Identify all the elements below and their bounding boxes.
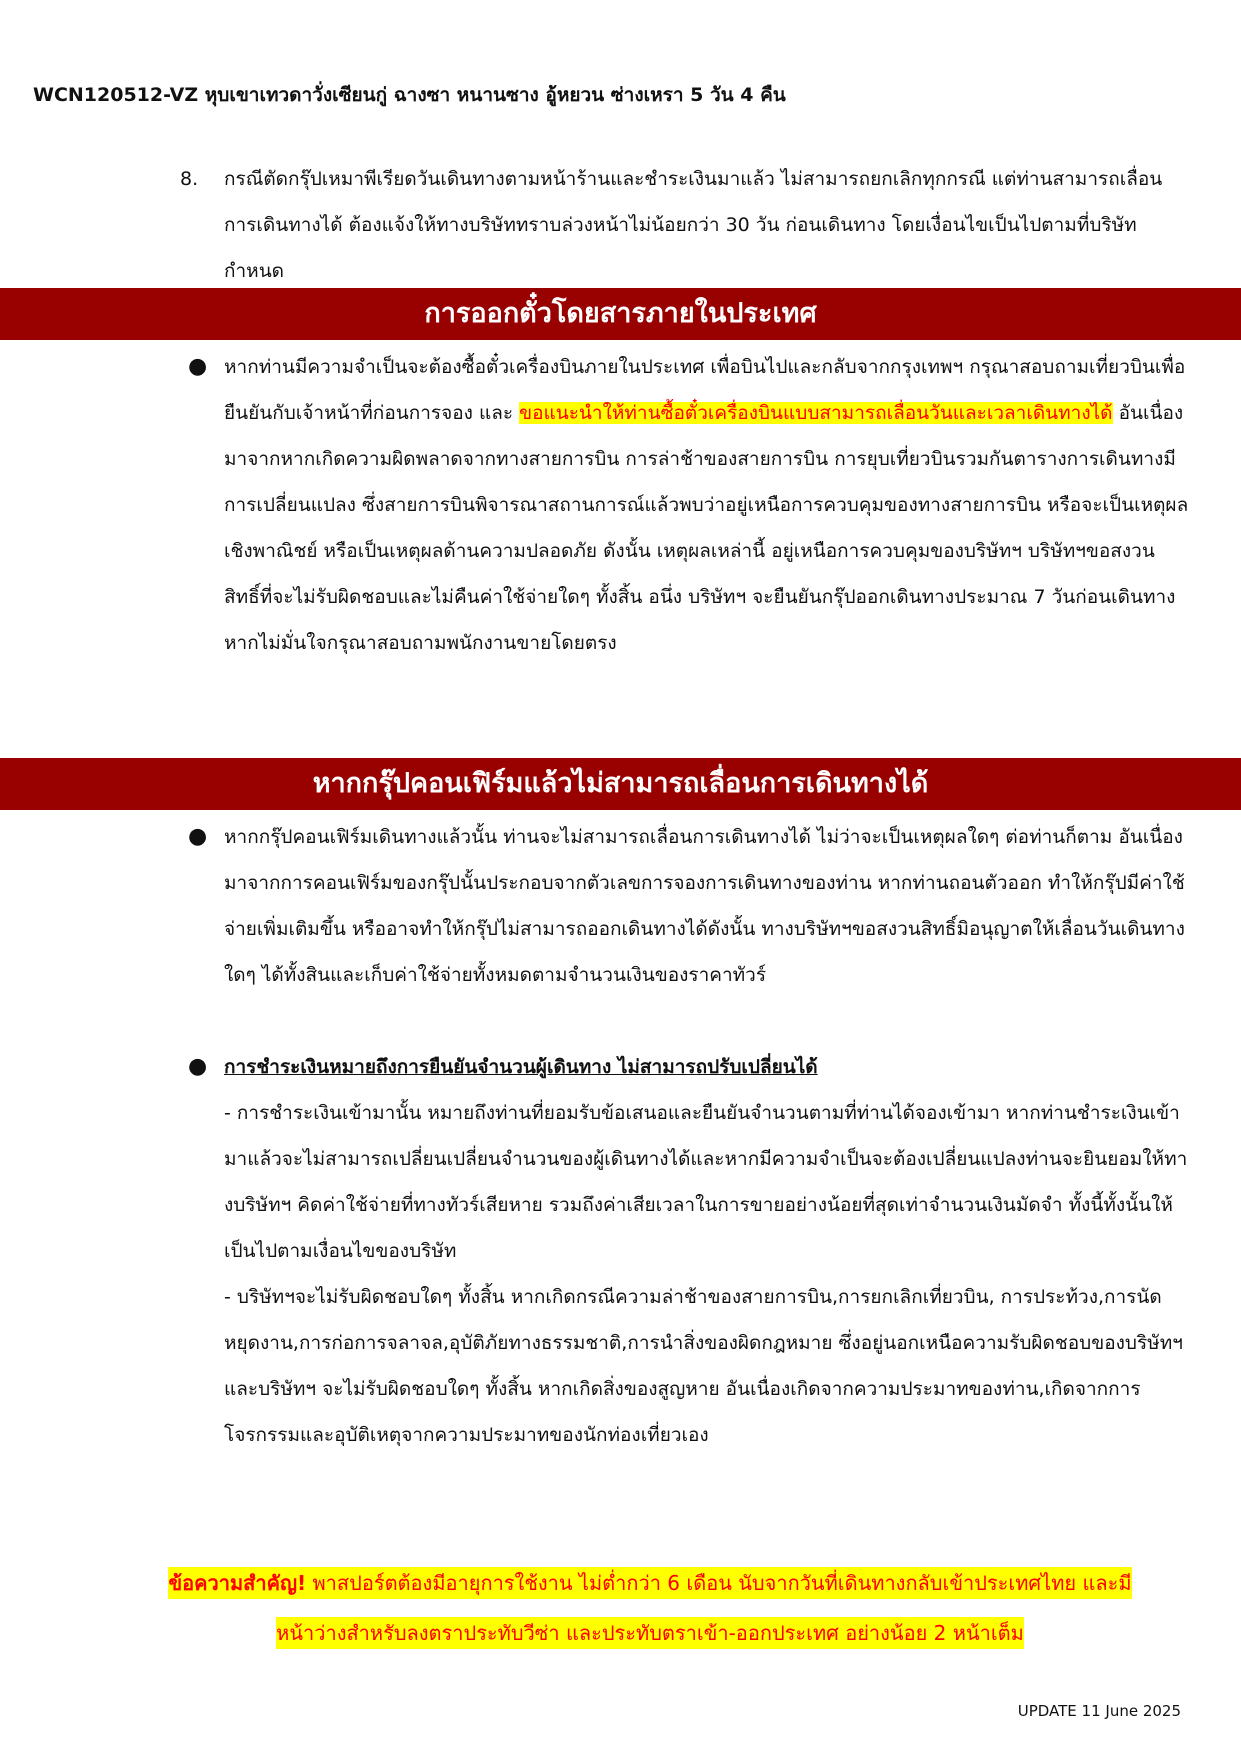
important-label: ข้อความสำคัญ! <box>168 1571 307 1595</box>
page-title <box>33 80 1213 110</box>
bullet-icon: ● <box>188 354 208 379</box>
domestic-text-after: อันเนื่องมาจากหากเกิดความผิดพลาดจากทางสายการบิน การล่าช้าของสายการบิน การยุบเที่ยวบินรวมกันตารางการเดินทางมีการเปลี่ยนแปลง ซึ่งสายการบินพิจารณาสถานการณ์แล้วพบว่าอยู่เหนือการควบคุมของทางสายการบิน หรือจะเป็นเหตุผลเชิงพาณิชย์ หรือเป็นเหตุผลด้านความปลอดภัย ดังนั้น เหตุผลเหล่านี้ อยู่เหนือการควบคุมของบริษัทฯ บริษัทฯขอสงวนสิทธิ์ที่จะไม่รับผิดชอบและไม่คืนค่าใช้จ่ายใดๆ ทั้งสิ้น อนึ่ง บริษัทฯ จะยืนยันกรุ๊ปออกเดินทางประมาณ 7 วันก่อนเดินทาง หากไม่มั่นใจกรุณาสอบถามพนักงานขายโดยตรง <box>224 402 1189 654</box>
payment-heading: การชำระเงินหมายถึงการยืนยันจำนวนผู้เดินทาง ไม่สามารถปรับเปลี่ยนได้ <box>224 1056 818 1078</box>
confirmed-text-1: หากกรุ๊ปคอนเฟิร์มเดินทางแล้วนั้น ท่านจะไม่สามารถเลื่อนการเดินทางได้ ไม่ว่าจะเป็นเหตุผลใดๆ ต่อท่านก็ตาม อันเนื่องมาจากการคอนเฟิร์มของกรุ๊ปนั้นประกอบจากตัวเลขการจองการเดินทางของท่าน หากท่านถอนตัวออก ทำให้กรุ๊ปมีค่าใช้จ่ายเพิ่มเติมขึ้น หรืออาจทำให้กรุ๊ปไม่สามารถออกเดินทางได้ดังนั้น ทางบริษัทฯขอสงวนสิทธิ์มิอนุญาตให้เลื่อนวันเดินทางใดๆ ได้ทั้งสินและเก็บค่าใช้จ่ายทั้งหมดตามจำนวนเงินของราคาทัวร์ <box>224 826 1185 986</box>
condition-item-8 <box>180 156 1190 294</box>
tour-code: WCN120512-VZ <box>33 84 199 106</box>
bullet-icon: ● <box>188 824 208 849</box>
confirmed-paragraph-1 <box>180 814 1190 998</box>
domestic-highlight: ขอแนะนำให้ท่านซื้อตั๋วเครื่องบินแบบสามารถเลื่อนวันและเวลาเดินทางได้ <box>519 402 1113 424</box>
payment-text: - การชำระเงินเข้ามานั้น หมายถึงท่านที่ยอมรับข้อเสนอและยืนยันจำนวนตามที่ท่านได้จองเข้ามา หากท่านชำระเงินเข้ามาแล้วจะไม่สามารถเปลี่ยนเปลี่ยนจำนวนของผู้เดินทางได้และหากมีความจำเป็นจะต้องเปลี่ยนแปลงท่านจะยินยอมให้ทางบริษัทฯ คิดค่าใช้จ่ายที่ทางทัวร์เสียหาย รวมถึงค่าเสียเวลาในการขายอย่างน้อยที่สุดเท่าจำนวนเงินมัดจำ ทั้งนี้ทั้งนั้นให้เป็นไปตามเงื่อนไขของบริษัท <box>224 1102 1188 1262</box>
section-header-group-confirmed <box>0 758 1241 810</box>
domestic-ticket-paragraph <box>180 344 1190 666</box>
bullet-icon: ● <box>188 1054 208 1079</box>
liability-text: - บริษัทฯจะไม่รับผิดชอบใดๆ ทั้งสิ้น หากเกิดกรณีความล่าช้าของสายการบิน,การยกเลิกเที่ยวบิน, การประท้วง,การนัดหยุดงาน,การก่อการจลาจล,อุบัติภัยทางธรรมชาติ,การนำสิ่งของผิดกฎหมาย ซึ่งอยู่นอกเหนือความรับผิดชอบของบริษัทฯ และบริษัทฯ จะไม่รับผิดชอบใดๆ ทั้งสิ้น หากเกิดสิ่งของสูญหาย อันเนื่องเกิดจากความประมาทของท่าน,เกิดจากการโจรกรรมและอุบัติเหตุจากความประมาทของนักท่องเที่ยวเอง <box>224 1286 1183 1446</box>
item-number: 8. <box>180 168 199 190</box>
update-date: UPDATE 11 June 2025 <box>1017 1702 1181 1720</box>
section-title: การออกตั๋วโดยสารภายในประเทศ <box>424 298 817 329</box>
tour-name: หุบเขาเทวดาวั่งเซียนกู่ ฉางซา หนานซาง อู้หยวน ซ่างเหรา 5 วัน 4 คืน <box>204 84 786 106</box>
important-note <box>120 1558 1180 1658</box>
important-line-1: พาสปอร์ตต้องมีอายุการใช้งาน ไม่ต่ำกว่า 6 เดือน นับจากวันที่เดินทางกลับเข้าประเทศไทย และมี <box>306 1571 1132 1595</box>
confirmed-paragraph-2 <box>180 1044 1190 1458</box>
section-title: หากกรุ๊ปคอนเฟิร์มแล้วไม่สามารถเลื่อนการเดินทางได้ <box>312 768 929 799</box>
important-line-2: หน้าว่างสำหรับลงตราประทับวีซ่า และประทับตราเข้า-ออกประเทศ อย่างน้อย 2 หน้าเต็ม <box>276 1617 1024 1649</box>
condition-8-text: กรณีตัดกรุ๊ปเหมาพีเรียดวันเดินทางตามหน้าร้านและชำระเงินมาแล้ว ไม่สามารถยกเลิกทุกกรณี แต่ท่านสามารถเลื่อนการเดินทางได้ ต้องแจ้งให้ทางบริษัททราบล่วงหน้าไม่น้อยกว่า 30 วัน ก่อนเดินทาง โดยเงื่อนไขเป็นไปตามที่บริษัทกำหนด <box>224 168 1163 282</box>
domestic-text-before: หากท่านมีความจำเป็นจะต้องซื้อตั๋วเครื่องบินภายในประเทศ เพื่อบินไปและกลับจากกรุงเทพฯ กรุณาสอบถามเที่ยวบินเพื่อยืนยันกับเจ้าหน้าที่ก่อนการจอง และ <box>224 356 1186 424</box>
section-header-domestic-ticket <box>0 288 1241 340</box>
